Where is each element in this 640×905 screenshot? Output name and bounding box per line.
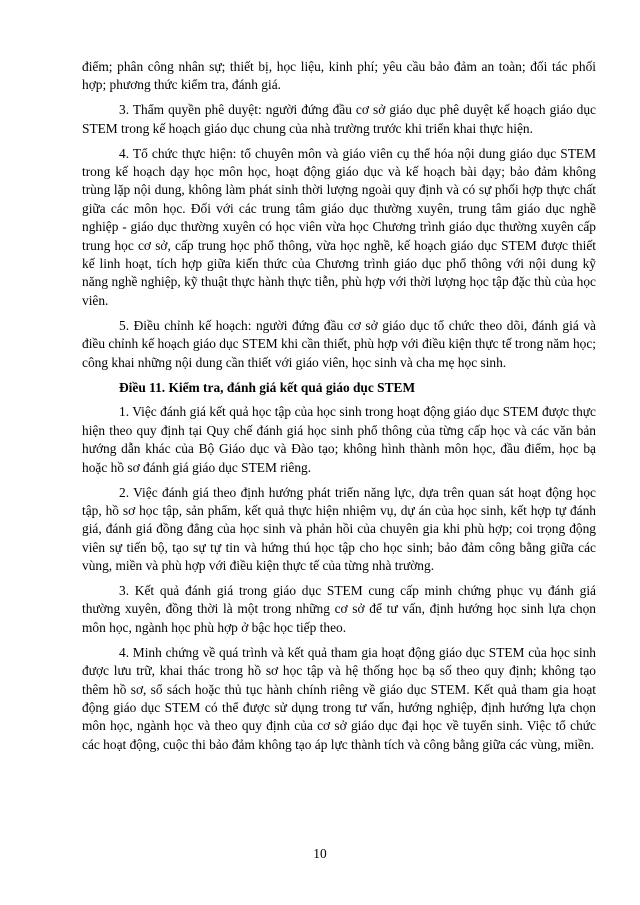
paragraph-assessment-4: 4. Minh chứng về quá trình và kết quả tham gia hoạt động giáo dục STEM của học sinh được lưu trữ, khai thác trong hồ sơ học tập và hệ thống học bạ số theo quy định; không tạo thêm hồ sơ, sổ sách hoặc thủ tục hành chính riêng về giáo dục STEM. Kết quả tham gia hoạt động giáo dục STEM có thể được sử dụng trong tư vấn, hướng nghiệp, định hướng lựa chọn môn học, ngành học và theo quy định của cơ sở giáo dục đại học về tuyển sinh. Việc tổ chức các hoạt động, cuộc thi bảo đảm không tạo áp lực thành tích và công bằng giữa các vùng, miền.	[82, 644, 596, 752]
paragraph-approval-authority: 3. Thẩm quyền phê duyệt: người đứng đầu cơ sở giáo dục phê duyệt kế hoạch giáo dục STEM trong kế hoạch giáo dục chung của nhà trường trước khi triển khai thực hiện.	[82, 102, 596, 136]
paragraph-assessment-2: 2. Việc đánh giá theo định hướng phát triển năng lực, dựa trên quan sát hoạt động học tập, hồ sơ học tập, sản phẩm, kết quả thực hiện nhiệm vụ, dự án của học sinh, kết hợp tự đánh giá, đánh giá đồng đẳng của học sinh và phản hồi của chuyên gia khi phù hợp; coi trọng động viên sự tiến bộ, tạo sự tự tin và hứng thú học tập cho học sinh; bảo đảm công bằng giữa các vùng, miền và phù hợp với điều kiện thực tế của từng nhà trường.	[82, 484, 596, 574]
paragraph-assessment-3: 3. Kết quả đánh giá trong giáo dục STEM cung cấp minh chứng phục vụ đánh giá thường xuyên, đồng thời là một trong những cơ sở để tư vấn, định hướng học sinh lựa chọn môn học, ngành học phù hợp ở bậc học tiếp theo.	[82, 583, 596, 635]
paragraph-implementation: 4. Tổ chức thực hiện: tổ chuyên môn và giáo viên cụ thể hóa nội dung giáo dục STEM trong kế hoạch dạy học môn học, hoạt động giáo dục và kế hoạch bài dạy; bảo đảm không trùng lặp nội dung, không làm phát sinh thời lượng ngoài quy định và có sự phối hợp thực chất giữa các môn học. Đối với các trung tâm giáo dục thường xuyên, trung tâm giáo dục nghề nghiệp - giáo dục thường xuyên có học viên vừa học Chương trình giáo dục thường xuyên cấp trung học cơ sở, cấp trung học phổ thông, vừa học nghề, kế hoạch giáo dục STEM được thiết kế linh hoạt, tích hợp giữa kiến thức của Chương trình giáo dục phổ thông với nội dung kỹ năng nghề nghiệp, kỹ thuật thực hành thực tiễn, phù hợp với thời lượng học tập đặc thù của học viên.	[82, 145, 596, 308]
document-page	[82, 58, 596, 761]
paragraph-continuation: điểm; phân công nhân sự; thiết bị, học liệu, kinh phí; yêu cầu bảo đảm an toàn; đối tác phối hợp; phương thức kiểm tra, đánh giá.	[82, 59, 596, 93]
paragraph-assessment-1: 1. Việc đánh giá kết quả học tập của học sinh trong hoạt động giáo dục STEM được thực hiện theo quy định tại Quy chế đánh giá học sinh phổ thông của từng cấp học và các văn bản hướng dẫn khác của Bộ Giáo dục và Đào tạo; không hình thành môn học, đầu điểm, học bạ hoặc hồ sơ đánh giá giáo dục STEM riêng.	[82, 404, 596, 475]
paragraph-plan-adjustment: 5. Điều chỉnh kế hoạch: người đứng đầu cơ sở giáo dục tổ chức theo dõi, đánh giá và điều chỉnh kế hoạch giáo dục STEM khi cần thiết, phù hợp với điều kiện thực tế trong năm học; công khai những nội dung cần thiết với giáo viên, học sinh và cha mẹ học sinh.	[82, 317, 596, 370]
section-heading: Điều 11. Kiểm tra, đánh giá kết quả giáo dục STEM	[119, 379, 416, 395]
page-number: 10	[313, 846, 327, 861]
